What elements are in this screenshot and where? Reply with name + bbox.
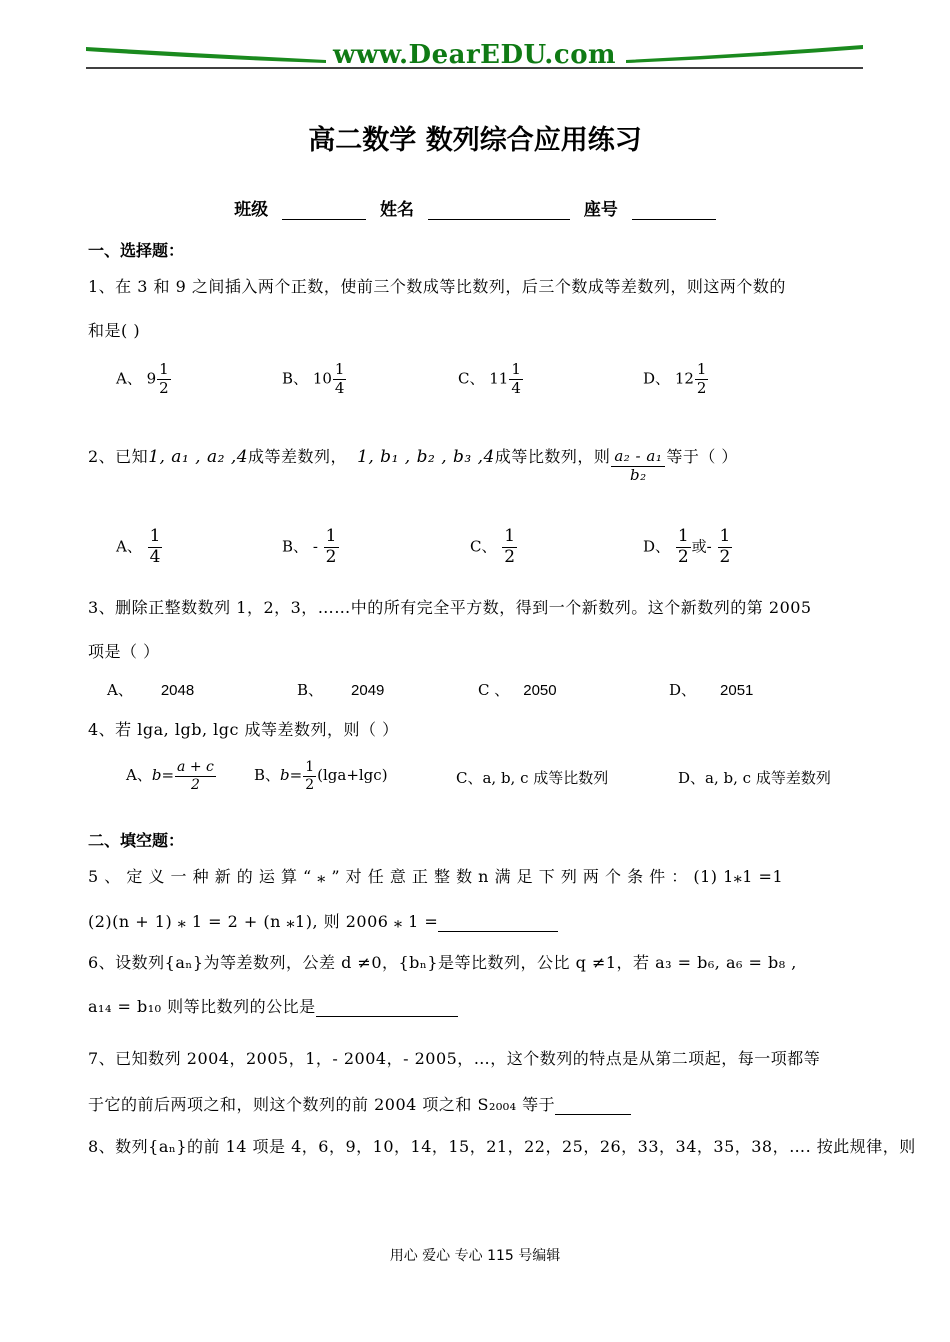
q6-line2: a₁₄ = b₁₀ 则等比数列的公比是	[88, 994, 458, 1017]
q3-option-c[interactable]: C 、 2050	[478, 681, 557, 699]
site-logo-text[interactable]: www.DearEDU.com	[332, 40, 617, 70]
section-fill-heading: 二、填空题：	[88, 831, 185, 850]
q1-line2: 和是( )	[88, 321, 141, 340]
q5-line2: (2)(n + 1) ⁎ 1 = 2 + (n ⁎1), 则 2006 ⁎ 1 =	[88, 909, 558, 932]
q4-option-c[interactable]: C、a, b, c 成等比数列	[456, 769, 609, 787]
q1-option-b[interactable]: B、 10 $\frac{1}{4}$	[282, 360, 345, 397]
name-label: 姓名	[380, 200, 415, 220]
page-title: 高二数学 数列综合应用练习	[308, 125, 642, 156]
q8-line1: 8、数列{aₙ}的前 14 项是 4，6，9，10，14，15，21，22，25，26，33，34，35，38，…. 按此规律，则	[88, 1137, 916, 1156]
q2-option-a[interactable]: A、 $\frac{1}{4}$	[116, 526, 161, 567]
q7-line2: 于它的前后两项之和，则这个数列的前 2004 项之和 S₂₀₀₄ 等于	[88, 1092, 631, 1115]
header-banner	[86, 40, 863, 70]
q1-line1: 1、在 3 和 9 之间插入两个正数，使前三个数成等比数列，后三个数成等差数列，则这两个数的	[88, 277, 786, 296]
q2-option-c[interactable]: C、 $\frac{1}{2}$	[470, 526, 516, 567]
q4-option-b[interactable]: B、b= $\frac{1}{2}$ (lga+lgc)	[254, 759, 388, 793]
page-footer: 用心 爱心 专心 115 号编辑	[389, 1248, 561, 1264]
q7-answer-blank[interactable]	[555, 1098, 631, 1115]
class-label: 班级	[234, 200, 269, 220]
q2-line: 2、已知1, a₁ , a₂ ,4成等差数列， 1, b₁ , b₂ , b₃ ,4成等比数列，则 $\frac{\text{a₂ - a₁}}{\text{b₂}}$ 等于（ ）	[88, 447, 738, 484]
section-choice-heading: 一、选择题：	[88, 241, 185, 260]
q4-line: 4、若 lga, lgb, lgc 成等差数列，则（ ）	[88, 720, 399, 739]
q4-option-a[interactable]: A、b= $\frac{a + c}{2}$	[126, 759, 214, 793]
q6-line1: 6、设数列{aₙ}为等差数列，公差 d ≠0，{bₙ}是等比数列，公比 q ≠1，若 a₃ = b₆, a₆ = b₈ ,	[88, 953, 797, 972]
q3-line2: 项是（ ）	[88, 642, 160, 661]
q4-option-d[interactable]: D、a, b, c 成等差数列	[678, 769, 831, 787]
q5-line1: 5 、 定 义 一 种 新 的 运 算 “ ⁎ ” 对 任 意 正 整 数 n 满 足 下 列 两 个 条 件 ： (1) 1⁎1 =1	[88, 867, 784, 886]
name-blank[interactable]	[428, 201, 570, 220]
seat-label: 座号	[583, 200, 618, 220]
q1-option-c[interactable]: C、 11 $\frac{1}{4}$	[458, 360, 521, 397]
q3-line1: 3、删除正整数数列 1，2，3，……中的所有完全平方数，得到一个新数列。这个新数列的第 2005	[88, 598, 812, 617]
q6-answer-blank[interactable]	[316, 1000, 458, 1017]
q7-line1: 7、已知数列 2004，2005，1，- 2004，- 2005，…，这个数列的特点是从第二项起，每一项都等	[88, 1049, 821, 1068]
q2-option-d[interactable]: D、 $\frac{1}{2}$ 或- $\frac{1}{2}$	[643, 526, 731, 567]
q1-option-a[interactable]: A、 9 $\frac{1}{2}$	[116, 360, 169, 397]
q3-option-a[interactable]: A、 2048	[107, 681, 195, 699]
seat-blank[interactable]	[632, 201, 716, 220]
class-blank[interactable]	[282, 201, 366, 220]
student-info-line	[0, 195, 950, 220]
q1-option-d[interactable]: D、 12 $\frac{1}{2}$	[643, 360, 707, 397]
q2-option-b[interactable]: B、 - $\frac{1}{2}$	[282, 526, 337, 567]
q5-answer-blank[interactable]	[438, 915, 558, 932]
q3-option-d[interactable]: D、 2051	[669, 681, 754, 699]
q3-option-b[interactable]: B、 2049	[297, 681, 385, 699]
